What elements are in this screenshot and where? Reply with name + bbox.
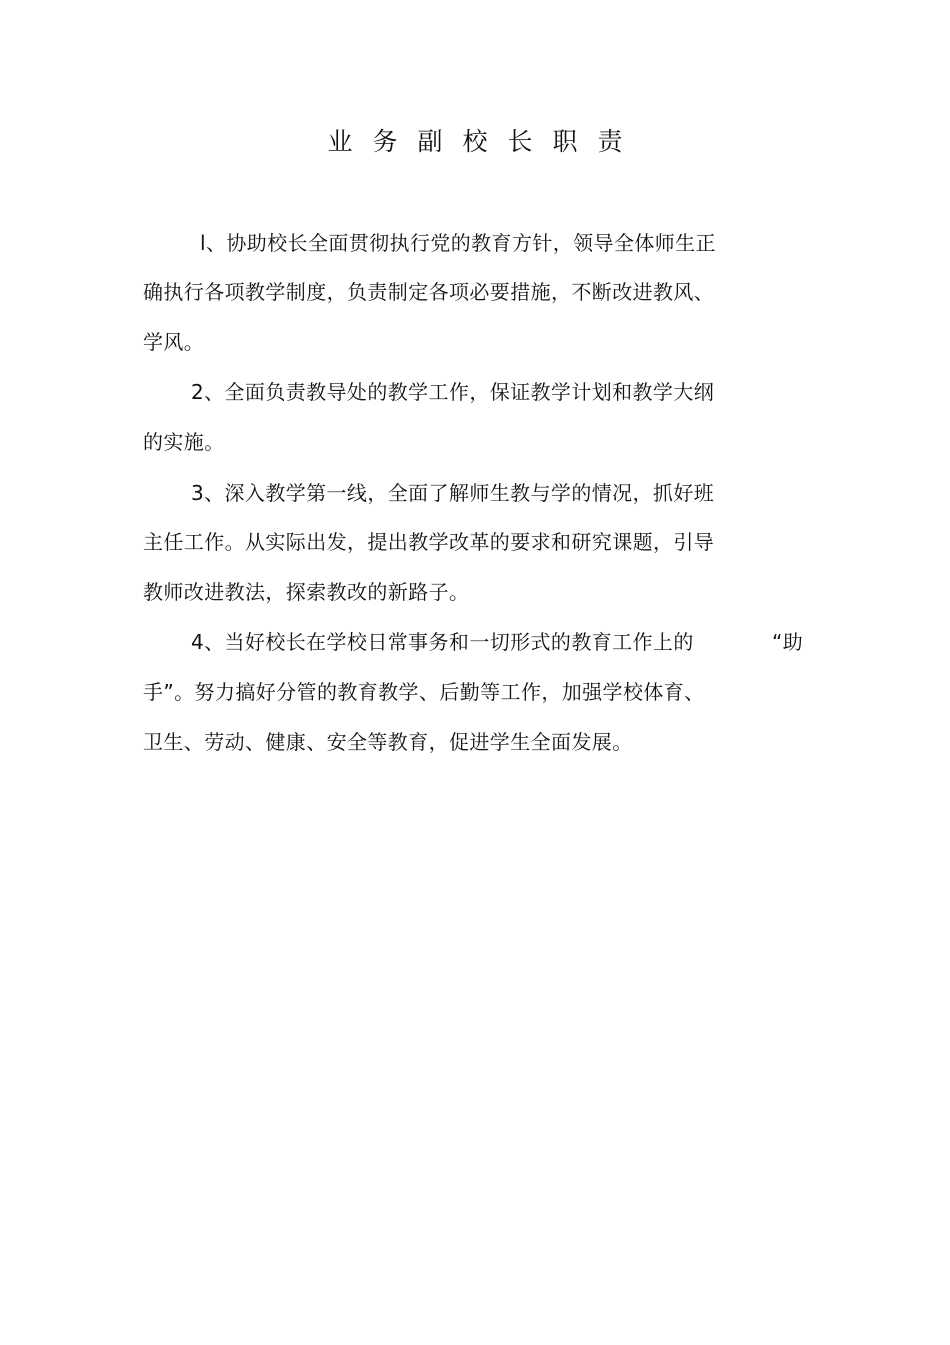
paragraph-1-line-1: l、协助校长全面贯彻执行党的教育方针，领导全体师生正 <box>200 231 716 255</box>
paragraph-3-line-2: 主任工作。从实际出发，提出教学改革的要求和研究课题，引导 <box>143 530 715 554</box>
paragraph-4-line-1: 4、当好校长在学校日常事务和一切形式的教育工作上的 <box>191 630 694 654</box>
paragraph-3-line-3: 教师改进教法，探索教改的新路子。 <box>143 580 470 604</box>
paragraph-3-line-1: 3、深入教学第一线，全面了解师生教与学的情况，抓好班 <box>191 481 715 505</box>
paragraph-4-line-2: 手”。努力搞好分管的教育教学、后勤等工作，加强学校体育、 <box>143 680 705 704</box>
document-title: 业务副校长职责 <box>327 127 643 156</box>
paragraph-1-line-3: 学风。 <box>143 330 205 354</box>
paragraph-1-line-2: 确执行各项教学制度，负责制定各项必要措施，不断改进教风、 <box>143 280 715 304</box>
paragraph-2-line-1: 2、全面负责教导处的教学工作，保证教学计划和教学大纲 <box>191 380 715 404</box>
paragraph-4-line-3: 卫生、劳动、健康、安全等教育，促进学生全面发展。 <box>143 730 633 754</box>
paragraph-4-line-1-tail: “助 <box>772 630 804 654</box>
paragraph-2-line-2: 的实施。 <box>143 430 225 454</box>
